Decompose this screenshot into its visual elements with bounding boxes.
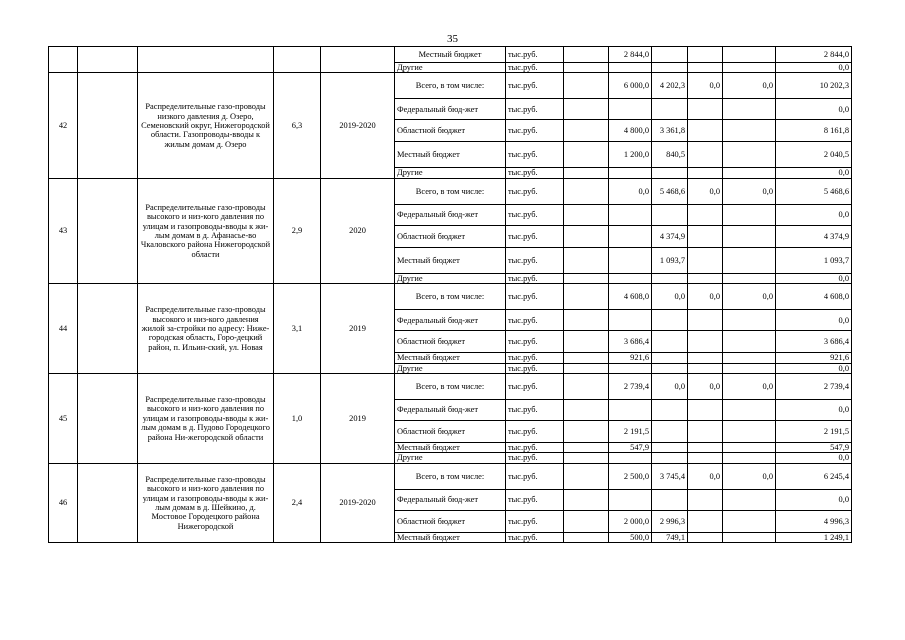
value-2022-cell	[723, 225, 776, 247]
unit-cell: тыс.руб.	[506, 47, 564, 63]
value-2020-cell	[652, 310, 688, 331]
value-2020-cell	[652, 273, 688, 283]
funding-source-cell: Другие	[395, 273, 506, 283]
value-2022-cell	[723, 63, 776, 73]
spacer-cell	[564, 421, 609, 443]
table-row	[49, 178, 852, 204]
value-2022-cell	[723, 363, 776, 373]
object-number-cell: 42	[49, 73, 78, 178]
value-2020-cell	[652, 421, 688, 443]
total-cell: 8 161,8	[776, 120, 852, 142]
continuation-cell	[78, 47, 138, 73]
total-cell: 0,0	[776, 273, 852, 283]
length-cell: 1,0	[274, 374, 321, 464]
value-2022-cell	[723, 120, 776, 142]
value-2019-cell: 4 800,0	[609, 120, 652, 142]
value-2021-cell: 0,0	[688, 73, 723, 99]
continuation-cell	[274, 47, 321, 73]
total-cell: 0,0	[776, 204, 852, 225]
spacer-cell	[564, 443, 609, 453]
funding-source-cell: Другие	[395, 453, 506, 463]
funding-source-cell: Другие	[395, 168, 506, 178]
total-cell: 0,0	[776, 489, 852, 510]
unit-cell: тыс.руб.	[506, 363, 564, 373]
spacer-cell	[564, 168, 609, 178]
value-2019-cell: 921,6	[609, 353, 652, 363]
value-2020-cell: 3 361,8	[652, 120, 688, 142]
funding-source-cell: Областной бюджет	[395, 225, 506, 247]
value-2022-cell	[723, 443, 776, 453]
object-name-cell: Распределительные газо-проводы низкого давления д. Озеро, Семеновский округ, Нижегородской области. Газопроводы-вводы к жилым домам д. Озеро	[138, 73, 274, 178]
total-cell: 0,0	[776, 400, 852, 421]
empty-cell	[78, 178, 138, 283]
spacer-cell	[564, 120, 609, 142]
value-2020-cell	[652, 331, 688, 353]
empty-cell	[78, 284, 138, 374]
empty-cell	[78, 73, 138, 178]
object-name-cell: Распределительные газо-проводы высокого и низ-кого давления жилой за-стройки по адресу: Ниже-городская область, Горо-децкий район, п. Ильин-ский, ул. Новая	[138, 284, 274, 374]
funding-source-cell: Областной бюджет	[395, 421, 506, 443]
length-cell: 2,4	[274, 463, 321, 542]
unit-cell: тыс.руб.	[506, 73, 564, 99]
funding-source-cell: Всего, в том числе:	[395, 73, 506, 99]
continuation-cell	[138, 47, 274, 73]
value-2020-cell	[652, 63, 688, 73]
value-2019-cell	[609, 225, 652, 247]
total-cell: 0,0	[776, 453, 852, 463]
value-2021-cell: 0,0	[688, 374, 723, 400]
page-number: 35	[447, 33, 458, 45]
total-cell: 1 093,7	[776, 247, 852, 273]
value-2020-cell: 4 374,9	[652, 225, 688, 247]
funding-source-cell: Всего, в том числе:	[395, 463, 506, 489]
value-2019-cell: 547,9	[609, 443, 652, 453]
value-2020-cell: 2 996,3	[652, 510, 688, 532]
total-cell: 547,9	[776, 443, 852, 453]
continuation-cell	[321, 47, 395, 73]
length-cell: 6,3	[274, 73, 321, 178]
value-2019-cell	[609, 310, 652, 331]
value-2021-cell	[688, 204, 723, 225]
object-name-cell: Распределительные газо-проводы высокого и низ-кого давления по улицам и газопроводы-вводы к жи-лым домам в д. Шейкино, д. Мостовое Городецкого района Нижегородской	[138, 463, 274, 542]
value-2022-cell	[723, 489, 776, 510]
value-2022-cell: 0,0	[723, 284, 776, 310]
object-name-cell: Распределительные газо-проводы высокого и низ-кого давления по улицам и газопроводы-вводы к жи-лым домам в д. Пудово Городецкого района Ни-жегородской области	[138, 374, 274, 464]
value-2022-cell	[723, 353, 776, 363]
spacer-cell	[564, 489, 609, 510]
value-2022-cell	[723, 400, 776, 421]
total-cell: 0,0	[776, 63, 852, 73]
spacer-cell	[564, 374, 609, 400]
value-2022-cell: 0,0	[723, 374, 776, 400]
funding-source-cell: Всего, в том числе:	[395, 178, 506, 204]
total-cell: 10 202,3	[776, 73, 852, 99]
value-2021-cell	[688, 310, 723, 331]
unit-cell: тыс.руб.	[506, 331, 564, 353]
value-2022-cell: 0,0	[723, 178, 776, 204]
value-2022-cell	[723, 204, 776, 225]
spacer-cell	[564, 331, 609, 353]
value-2019-cell: 1 200,0	[609, 142, 652, 168]
value-2021-cell: 0,0	[688, 463, 723, 489]
total-cell: 921,6	[776, 353, 852, 363]
object-number-cell: 43	[49, 178, 78, 283]
spacer-cell	[564, 510, 609, 532]
total-cell: 6 245,4	[776, 463, 852, 489]
value-2019-cell: 2 500,0	[609, 463, 652, 489]
years-cell: 2020	[321, 178, 395, 283]
value-2020-cell	[652, 443, 688, 453]
value-2019-cell	[609, 99, 652, 120]
total-cell: 1 249,1	[776, 532, 852, 542]
spacer-cell	[564, 204, 609, 225]
value-2022-cell	[723, 453, 776, 463]
table-row	[49, 463, 852, 489]
value-2020-cell	[652, 353, 688, 363]
object-number-cell: 46	[49, 463, 78, 542]
funding-source-cell: Областной бюджет	[395, 510, 506, 532]
spacer-cell	[564, 284, 609, 310]
table-row	[49, 73, 852, 99]
length-cell: 2,9	[274, 178, 321, 283]
total-cell: 0,0	[776, 168, 852, 178]
value-2022-cell	[723, 99, 776, 120]
years-cell: 2019	[321, 374, 395, 464]
funding-source-cell: Федеральный бюд-жет	[395, 400, 506, 421]
value-2019-cell	[609, 363, 652, 373]
table-row	[49, 284, 852, 310]
unit-cell: тыс.руб.	[506, 225, 564, 247]
funding-source-cell: Другие	[395, 63, 506, 73]
table-row	[49, 47, 852, 63]
value-2019-cell	[609, 63, 652, 73]
value-2020-cell	[652, 204, 688, 225]
value-2020-cell	[652, 168, 688, 178]
funding-source-cell: Местный бюджет	[395, 353, 506, 363]
value-2019-cell: 2 844,0	[609, 47, 652, 63]
value-2022-cell: 0,0	[723, 463, 776, 489]
funding-source-cell: Местный бюджет	[395, 47, 506, 63]
object-number-cell: 44	[49, 284, 78, 374]
length-cell: 3,1	[274, 284, 321, 374]
value-2019-cell	[609, 489, 652, 510]
value-2021-cell	[688, 142, 723, 168]
funding-source-cell: Местный бюджет	[395, 142, 506, 168]
funding-source-cell: Федеральный бюд-жет	[395, 204, 506, 225]
total-cell: 0,0	[776, 310, 852, 331]
unit-cell: тыс.руб.	[506, 532, 564, 542]
value-2021-cell	[688, 225, 723, 247]
value-2021-cell	[688, 489, 723, 510]
value-2022-cell	[723, 247, 776, 273]
spacer-cell	[564, 532, 609, 542]
continuation-cell	[49, 47, 78, 73]
funding-source-cell: Другие	[395, 363, 506, 373]
unit-cell: тыс.руб.	[506, 443, 564, 453]
value-2019-cell	[609, 273, 652, 283]
unit-cell: тыс.руб.	[506, 353, 564, 363]
spacer-cell	[564, 363, 609, 373]
value-2021-cell	[688, 168, 723, 178]
value-2019-cell: 3 686,4	[609, 331, 652, 353]
value-2022-cell	[723, 310, 776, 331]
total-cell: 2 844,0	[776, 47, 852, 63]
value-2019-cell	[609, 247, 652, 273]
unit-cell: тыс.руб.	[506, 463, 564, 489]
investment-table	[48, 46, 852, 543]
total-cell: 4 608,0	[776, 284, 852, 310]
spacer-cell	[564, 178, 609, 204]
value-2020-cell	[652, 99, 688, 120]
empty-cell	[78, 374, 138, 464]
value-2021-cell	[688, 47, 723, 63]
value-2019-cell: 6 000,0	[609, 73, 652, 99]
unit-cell: тыс.руб.	[506, 120, 564, 142]
value-2021-cell: 0,0	[688, 178, 723, 204]
funding-source-cell: Федеральный бюд-жет	[395, 489, 506, 510]
spacer-cell	[564, 247, 609, 273]
value-2020-cell	[652, 400, 688, 421]
object-number-cell: 45	[49, 374, 78, 464]
years-cell: 2019-2020	[321, 73, 395, 178]
value-2021-cell	[688, 510, 723, 532]
value-2019-cell: 500,0	[609, 532, 652, 542]
value-2020-cell: 840,5	[652, 142, 688, 168]
value-2020-cell	[652, 363, 688, 373]
total-cell: 4 374,9	[776, 225, 852, 247]
value-2021-cell	[688, 532, 723, 542]
value-2021-cell	[688, 453, 723, 463]
spacer-cell	[564, 225, 609, 247]
value-2022-cell	[723, 421, 776, 443]
unit-cell: тыс.руб.	[506, 284, 564, 310]
total-cell: 2 040,5	[776, 142, 852, 168]
value-2021-cell	[688, 443, 723, 453]
value-2022-cell	[723, 510, 776, 532]
value-2019-cell	[609, 204, 652, 225]
spacer-cell	[564, 463, 609, 489]
funding-source-cell: Областной бюджет	[395, 331, 506, 353]
value-2022-cell	[723, 273, 776, 283]
value-2022-cell	[723, 331, 776, 353]
years-cell: 2019	[321, 284, 395, 374]
unit-cell: тыс.руб.	[506, 178, 564, 204]
value-2021-cell	[688, 421, 723, 443]
unit-cell: тыс.руб.	[506, 453, 564, 463]
value-2020-cell	[652, 453, 688, 463]
funding-source-cell: Областной бюджет	[395, 120, 506, 142]
unit-cell: тыс.руб.	[506, 247, 564, 273]
spacer-cell	[564, 310, 609, 331]
value-2019-cell: 2 000,0	[609, 510, 652, 532]
value-2020-cell: 749,1	[652, 532, 688, 542]
funding-source-cell: Местный бюджет	[395, 247, 506, 273]
value-2020-cell: 0,0	[652, 284, 688, 310]
spacer-cell	[564, 99, 609, 120]
spacer-cell	[564, 63, 609, 73]
empty-cell	[78, 463, 138, 542]
value-2020-cell	[652, 489, 688, 510]
value-2020-cell: 5 468,6	[652, 178, 688, 204]
funding-source-cell: Федеральный бюд-жет	[395, 310, 506, 331]
funding-source-cell: Всего, в том числе:	[395, 374, 506, 400]
value-2021-cell	[688, 353, 723, 363]
total-cell: 2 739,4	[776, 374, 852, 400]
unit-cell: тыс.руб.	[506, 63, 564, 73]
value-2021-cell: 0,0	[688, 284, 723, 310]
unit-cell: тыс.руб.	[506, 273, 564, 283]
unit-cell: тыс.руб.	[506, 510, 564, 532]
total-cell: 0,0	[776, 99, 852, 120]
spacer-cell	[564, 142, 609, 168]
spacer-cell	[564, 273, 609, 283]
funding-source-cell: Всего, в том числе:	[395, 284, 506, 310]
total-cell: 0,0	[776, 363, 852, 373]
spacer-cell	[564, 400, 609, 421]
total-cell: 5 468,6	[776, 178, 852, 204]
value-2021-cell	[688, 400, 723, 421]
value-2020-cell	[652, 47, 688, 63]
unit-cell: тыс.руб.	[506, 204, 564, 225]
value-2019-cell: 4 608,0	[609, 284, 652, 310]
unit-cell: тыс.руб.	[506, 99, 564, 120]
value-2021-cell	[688, 331, 723, 353]
value-2022-cell	[723, 168, 776, 178]
total-cell: 2 191,5	[776, 421, 852, 443]
value-2019-cell	[609, 400, 652, 421]
value-2020-cell: 1 093,7	[652, 247, 688, 273]
value-2021-cell	[688, 247, 723, 273]
unit-cell: тыс.руб.	[506, 142, 564, 168]
unit-cell: тыс.руб.	[506, 421, 564, 443]
value-2022-cell	[723, 142, 776, 168]
value-2021-cell	[688, 363, 723, 373]
spacer-cell	[564, 453, 609, 463]
value-2021-cell	[688, 273, 723, 283]
funding-source-cell: Местный бюджет	[395, 532, 506, 542]
unit-cell: тыс.руб.	[506, 374, 564, 400]
value-2021-cell	[688, 63, 723, 73]
value-2020-cell: 3 745,4	[652, 463, 688, 489]
unit-cell: тыс.руб.	[506, 168, 564, 178]
value-2020-cell: 0,0	[652, 374, 688, 400]
total-cell: 3 686,4	[776, 331, 852, 353]
table-row	[49, 374, 852, 400]
value-2021-cell	[688, 120, 723, 142]
object-name-cell: Распределительные газо-проводы высокого и низ-кого давления по улицам и газопроводы-вводы к жи-лым домам в д. Афанасье-во Чкаловского района Нижегородской области	[138, 178, 274, 283]
value-2022-cell	[723, 532, 776, 542]
value-2020-cell: 4 202,3	[652, 73, 688, 99]
value-2022-cell	[723, 47, 776, 63]
spacer-cell	[564, 73, 609, 99]
years-cell: 2019-2020	[321, 463, 395, 542]
value-2019-cell	[609, 168, 652, 178]
unit-cell: тыс.руб.	[506, 310, 564, 331]
total-cell: 4 996,3	[776, 510, 852, 532]
unit-cell: тыс.руб.	[506, 400, 564, 421]
funding-source-cell: Местный бюджет	[395, 443, 506, 453]
value-2019-cell: 0,0	[609, 178, 652, 204]
value-2021-cell	[688, 99, 723, 120]
value-2019-cell	[609, 453, 652, 463]
spacer-cell	[564, 47, 609, 63]
spacer-cell	[564, 353, 609, 363]
value-2019-cell: 2 191,5	[609, 421, 652, 443]
value-2019-cell: 2 739,4	[609, 374, 652, 400]
unit-cell: тыс.руб.	[506, 489, 564, 510]
funding-source-cell: Федеральный бюд-жет	[395, 99, 506, 120]
value-2022-cell: 0,0	[723, 73, 776, 99]
